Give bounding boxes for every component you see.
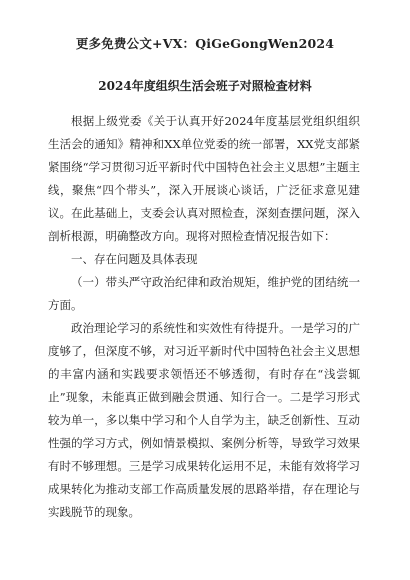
intro-paragraph: 根据上级党委《关于认真开好2024年度基层党组织组织生活会的通知》精神和XX单位党委的统一部署，XX党支部紧紧围绕“学习贯彻习近平新时代中国特色社会主义思想”主题主线，聚焦“四个带头”，深入开展谈心谈话，广泛征求意见建议。在此基础上，支委会认真对照检查，深刻查摆问题，深入剖析根源，明确整改方向。现将对照检查情况报告如下： xyxy=(48,114,360,243)
subsection-heading: （一）带头严守政治纪律和政治规矩，维护党的团结统一方面。 xyxy=(48,275,360,312)
document-body xyxy=(48,110,360,524)
header-note: 更多免费公文+VX：QiGeGongWen2024 xyxy=(75,36,335,51)
body-paragraph: 政治理论学习的系统性和实效性有待提升。一是学习的广度够了，但深度不够，对习近平新时代中国特色社会主义思想的丰富内涵和实践要求领悟还不够透彻，有时存在“浅尝辄止”现象，未能真正做到融会贯通、知行合一。二是学习形式较为单一，多以集中学习和个人自学为主，缺乏创新性、互动性强的学习方式，例如情景模拟、案例分析等，导致学习效果有时不够理想。三是学习成果转化运用不足，未能有效将学习成果转化为推动支部工作高质量发展的思路举措，存在理论与实践脱节的现象。 xyxy=(48,321,360,519)
section-heading: 一、存在问题及具体表现 xyxy=(71,252,198,266)
document-title: 2024年度组织生活会班子对照检查材料 xyxy=(98,79,312,93)
